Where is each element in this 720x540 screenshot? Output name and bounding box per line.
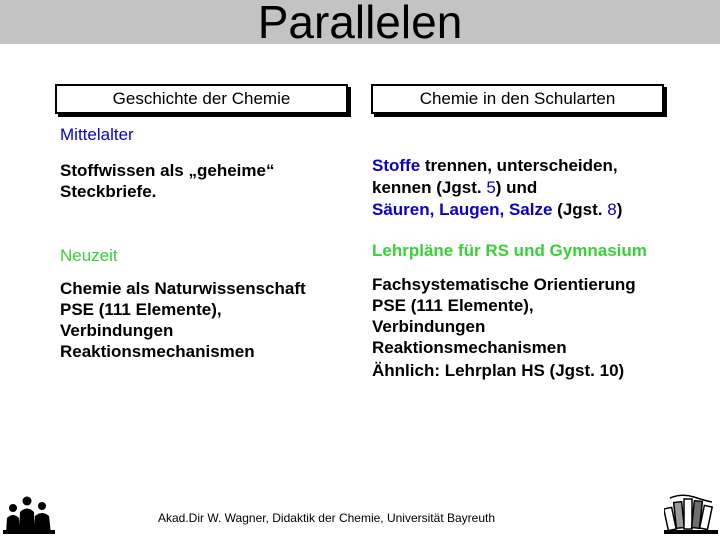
text-fach-3: Verbindungen <box>372 317 486 336</box>
text-stoffwissen-1: Stoffwissen als „geheime“ <box>60 161 275 180</box>
text-stoffe-line <box>372 155 618 177</box>
header-schularten: Chemie in den Schularten <box>371 84 664 114</box>
word-saeuren: Säuren, Laugen, Salze <box>372 200 553 219</box>
header-geschichte: Geschichte der Chemie <box>55 84 348 114</box>
footer-credit: Akad.Dir W. Wagner, Didaktik der Chemie, Universität Bayreuth <box>158 511 496 525</box>
word-stoffe: Stoffe <box>372 156 421 175</box>
text-kennen-line <box>372 177 537 199</box>
num-jgst-5: 5 <box>486 178 496 197</box>
text-fach-1: Fachsystematische Orientierung <box>372 275 636 294</box>
text-lehrplaene: Lehrpläne für RS und Gymnasium <box>372 241 647 260</box>
text-saeuren-end: ) <box>616 200 623 219</box>
page-title: Parallelen <box>257 0 463 48</box>
text-kennen-end: ) und <box>495 178 538 197</box>
text-naturwissenschaft-2: PSE (111 Elemente), <box>60 300 222 319</box>
text-naturwissenschaft-4: Reaktionsmechanismen <box>60 342 255 361</box>
text-stoffwissen-2: Steckbriefe. <box>60 182 157 201</box>
text-saeuren-line <box>372 199 622 221</box>
text-naturwissenschaft-1: Chemie als Naturwissenschaft <box>60 279 306 298</box>
didaktik-logo-icon <box>664 494 718 536</box>
text-kennen: kennen (Jgst. <box>372 178 487 197</box>
text-fach-2: PSE (111 Elemente), <box>372 296 534 315</box>
num-jgst-8: 8 <box>607 200 617 219</box>
text-fach-5: Ähnlich: Lehrplan HS (Jgst. 10) <box>372 361 625 380</box>
text-naturwissenschaft-3: Verbindungen <box>60 321 174 340</box>
label-neuzeit: Neuzeit <box>60 246 118 265</box>
text-fach-4: Reaktionsmechanismen <box>372 338 567 357</box>
text-stoffe-rest: trennen, unterscheiden, <box>420 156 618 175</box>
text-saeuren-rest: (Jgst. <box>552 200 608 219</box>
people-silhouette-icon <box>3 494 55 534</box>
label-mittelalter: Mittelalter <box>60 125 134 144</box>
